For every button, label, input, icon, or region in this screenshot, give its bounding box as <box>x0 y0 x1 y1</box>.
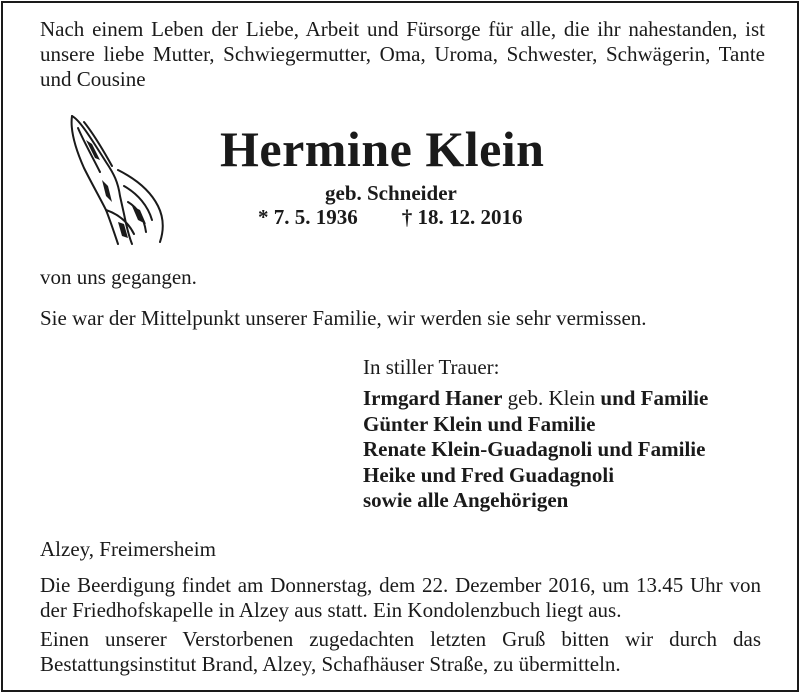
mourner-line: Günter Klein und Familie <box>363 411 596 436</box>
funeral-text: Die Beerdigung findet am Donnerstag, dem 22. Dezember 2016, um 13.45 Uhr von der Friedhofskapelle in Alzey aus statt. Ein Kondolenzbuch liegt aus. <box>40 573 761 622</box>
life-dates <box>258 205 523 230</box>
mourner-suffix: und Familie <box>600 386 709 410</box>
mourner-name: Irmgard Haner <box>363 386 503 410</box>
death-date: † 18. 12. 2016 <box>401 205 523 229</box>
birth-date: * 7. 5. 1936 <box>258 205 358 229</box>
deceased-name: Hermine Klein <box>220 121 545 177</box>
mourner-maiden: geb. Klein <box>502 386 601 410</box>
passed-text: von uns gegangen. <box>40 265 197 289</box>
mourner-line: sowie alle Angehörigen <box>363 488 569 512</box>
mourners-list <box>363 386 708 514</box>
mourner-line: Renate Klein-Guadagnoli und Familie <box>363 437 706 461</box>
place-text: Alzey, Freimersheim <box>40 537 216 561</box>
intro-text: Nach einem Leben der Liebe, Arbeit und Fürsorge für alle, die ihr nahestanden, ist unsere liebe Mutter, Schwiegermutter, Oma, Uroma, Schwester, Schwägerin, Tante und Cousine <box>40 17 765 91</box>
maiden-name: geb. Schneider <box>325 181 457 205</box>
praying-hands-icon <box>62 110 172 250</box>
mourning-intro: In stiller Trauer: <box>363 355 500 379</box>
mourner-line: Heike und Fred Guadagnoli <box>363 462 615 487</box>
tribute-text: Sie war der Mittelpunkt unserer Familie, wir werden sie sehr vermissen. <box>40 306 647 330</box>
donation-text: Einen unserer Verstorbenen zugedachten letzten Gruß bitten wir durch das Bestattungsinstitut Brand, Alzey, Schafhäuser Straße, zu übermitteln. <box>40 627 761 676</box>
mourner-line <box>363 386 708 412</box>
